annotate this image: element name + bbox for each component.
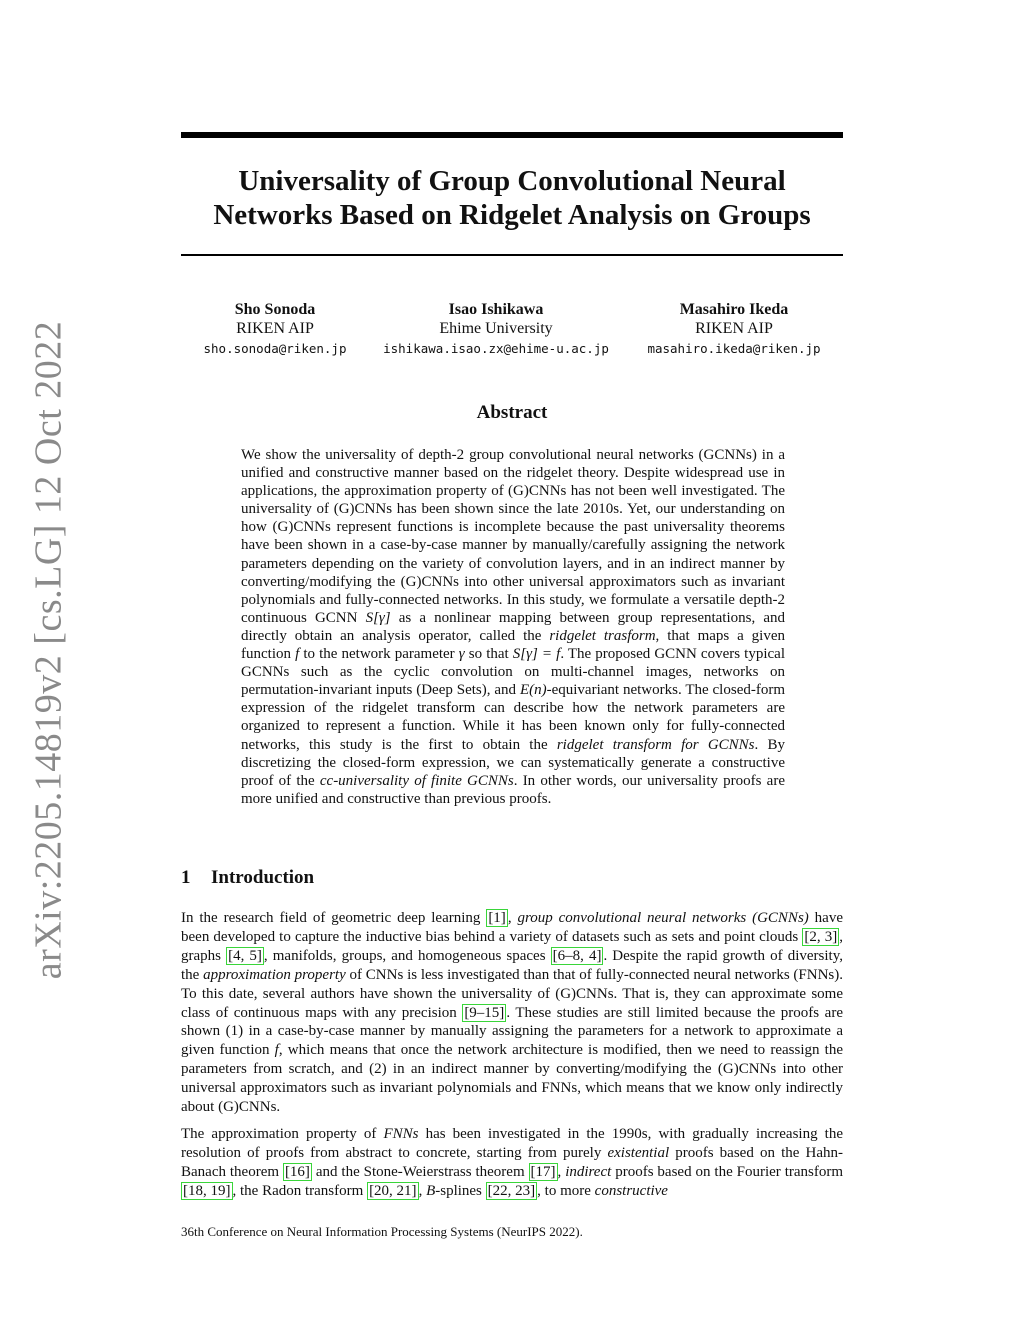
title-top-rule: [181, 132, 843, 138]
emphasis: ridgelet transform for GCNNs: [556, 736, 755, 753]
citation-link[interactable]: [20, 21]: [369, 1182, 417, 1199]
author-name: Sho Sonoda: [234, 301, 316, 318]
author-affiliation: RIKEN AIP: [236, 320, 314, 337]
arxiv-stamp-text: arXiv:2205.14819v2 [cs.LG] 12 Oct 2022: [27, 320, 69, 980]
citation-link[interactable]: [4, 5]: [228, 947, 262, 964]
section-number: 1: [181, 867, 191, 888]
math-expression: E(n): [519, 682, 547, 699]
citation-link[interactable]: [16]: [284, 1163, 310, 1180]
author-affiliation: RIKEN AIP: [695, 320, 773, 337]
math-expression: S[γ] = f: [512, 646, 561, 663]
introduction-body: [181, 909, 843, 1209]
abstract-heading: Abstract: [476, 402, 548, 423]
conference-footnote: 36th Conference on Neural Information Processing Systems (NeurIPS 2022).: [181, 1224, 583, 1239]
emphasis: approximation property: [203, 966, 346, 983]
author-name: Masahiro Ikeda: [679, 301, 789, 318]
title-bottom-rule: [181, 254, 843, 256]
author-email: masahiro.ikeda@riken.jp: [647, 341, 821, 356]
emphasis: indirect: [565, 1163, 612, 1180]
section-title: Introduction: [211, 867, 315, 888]
title-line-2: Networks Based on Ridgelet Analysis on Groups: [213, 199, 811, 231]
emphasis: existential: [607, 1144, 670, 1161]
author-block-2: [370, 300, 622, 358]
math-expression: γ: [458, 646, 465, 663]
section-heading-introduction: [181, 867, 314, 889]
math-expression: f: [274, 1042, 279, 1059]
arxiv-stamp: [24, 320, 72, 980]
math-expression: f: [295, 646, 300, 663]
citation-link[interactable]: [1]: [488, 910, 506, 926]
abstract-body: We show the universality of depth-2 group convolutional neural networks (GCNNs) in a unified and constructive manner based on the ridgelet theory. Despite widespread use in applications, the approximation property of (G)CNNs has not been well investigated. The universality of (G)CNNs has been shown since the late 2010s. Yet, our understanding on how (G)CNNs represent functions is incomplete because the past universality theorems have been shown in a case-by-case manner by manually/carefully assigning the network parameters depending on the variety of convolution layers, and in an indirect manner by converting/modifying the (G)CNNs into other universal approximators such as invariant polynomials and fully-connected networks. In this study, we formulate a versatile depth-2 continuous GCNN S[γ] as a nonlinear mapping between group representations, and directly obtain an analysis operator, called the ridgelet trasform, that maps a given function f to the network parameter γ so that S[γ] = f. The proposed GCNN covers typical GCNNs such as the cyclic convolution on multi-channel images, networks on permutation-invariant inputs (Deep Sets), and E(n)-equivariant networks. The closed-form expression of the ridgelet transform can describe how the network parameters are organized to represent a function. While it has been known only for fully-connected networks, this study is the first to obtain the ridgelet transform for GCNNs. By discretizing the closed-form expression, we can systematically generate a constructive proof of the cc-universality of finite GCNNs. In other words, our universality proofs are more unified and constructive than previous proofs.: [241, 447, 786, 807]
citation-link[interactable]: [17]: [530, 1163, 556, 1180]
title-line-1: Universality of Group Convolutional Neural: [238, 165, 786, 197]
citation-link[interactable]: [22, 23]: [487, 1182, 536, 1199]
citation-link[interactable]: [18, 19]: [183, 1182, 231, 1199]
author-email: ishikawa.isao.zx@ehime-u.ac.jp: [383, 341, 609, 356]
author-email: sho.sonoda@riken.jp: [203, 341, 347, 356]
emphasis: FNNs: [383, 1125, 419, 1142]
author-name: Isao Ishikawa: [448, 301, 544, 318]
citation-link[interactable]: [9–15]: [464, 1004, 505, 1021]
citation-link[interactable]: [2, 3]: [804, 928, 838, 945]
emphasis: cc-universality of finite GCNNs: [319, 772, 514, 789]
emphasis: ridgelet trasform: [549, 627, 656, 644]
author-block-1: [185, 300, 365, 358]
math-expression: S[γ]: [365, 609, 391, 626]
citation-link[interactable]: [6–8, 4]: [552, 947, 602, 964]
emphasis: constructive: [594, 1182, 668, 1199]
paper-title: [181, 164, 843, 232]
author-block-3: [630, 300, 838, 358]
author-affiliation: Ehime University: [439, 320, 553, 337]
emphasis: group convolutional neural networks (GCNNs): [517, 910, 809, 926]
intro-paragraph-1: In the research field of geometric deep learning [1] , group convolutional neural networks (GCNNs) have been developed to capture the inductive bias behind a variety of datasets such as sets and point clouds [2, 3] , graphs [4, 5] , manifolds, groups, and homogeneous spaces [6–8, 4] . Despite the rapid growth of diversity, the approximation property of CNNs is less investigated than that of fully-connected neural networks (FNNs). To this date, several authors have shown the universality of (G)CNNs. That is, they can approximate some class of continuous maps with any precision [9–15] . These studies are still limited because the proofs are shown (1) in a case-by-case manner by manually assigning the parameters for a network to approximate a given function f, which means that once the network architecture is modified, then we need to reassign the parameters from scratch, and (2) in an indirect manner by converting/modifying the (G)CNNs into other universal approximators such as invariant polynomials and FNNs, which means that we know only indirectly about (G)CNNs.: [181, 910, 844, 1116]
intro-paragraph-2: The approximation property of FNNs has been investigated in the 1990s, with gradually increasing the resolution of proofs from abstract to concrete, starting from purely existential proofs based on the Hahn-Banach theorem [16] and the Stone-Weierstrass theorem [17] , indirect proofs based on the Fourier transform [18, 19] , the Radon transform [20, 21] , B-splines [22, 23] , to more constructive: [181, 1125, 844, 1199]
math-expression: B: [426, 1182, 436, 1199]
